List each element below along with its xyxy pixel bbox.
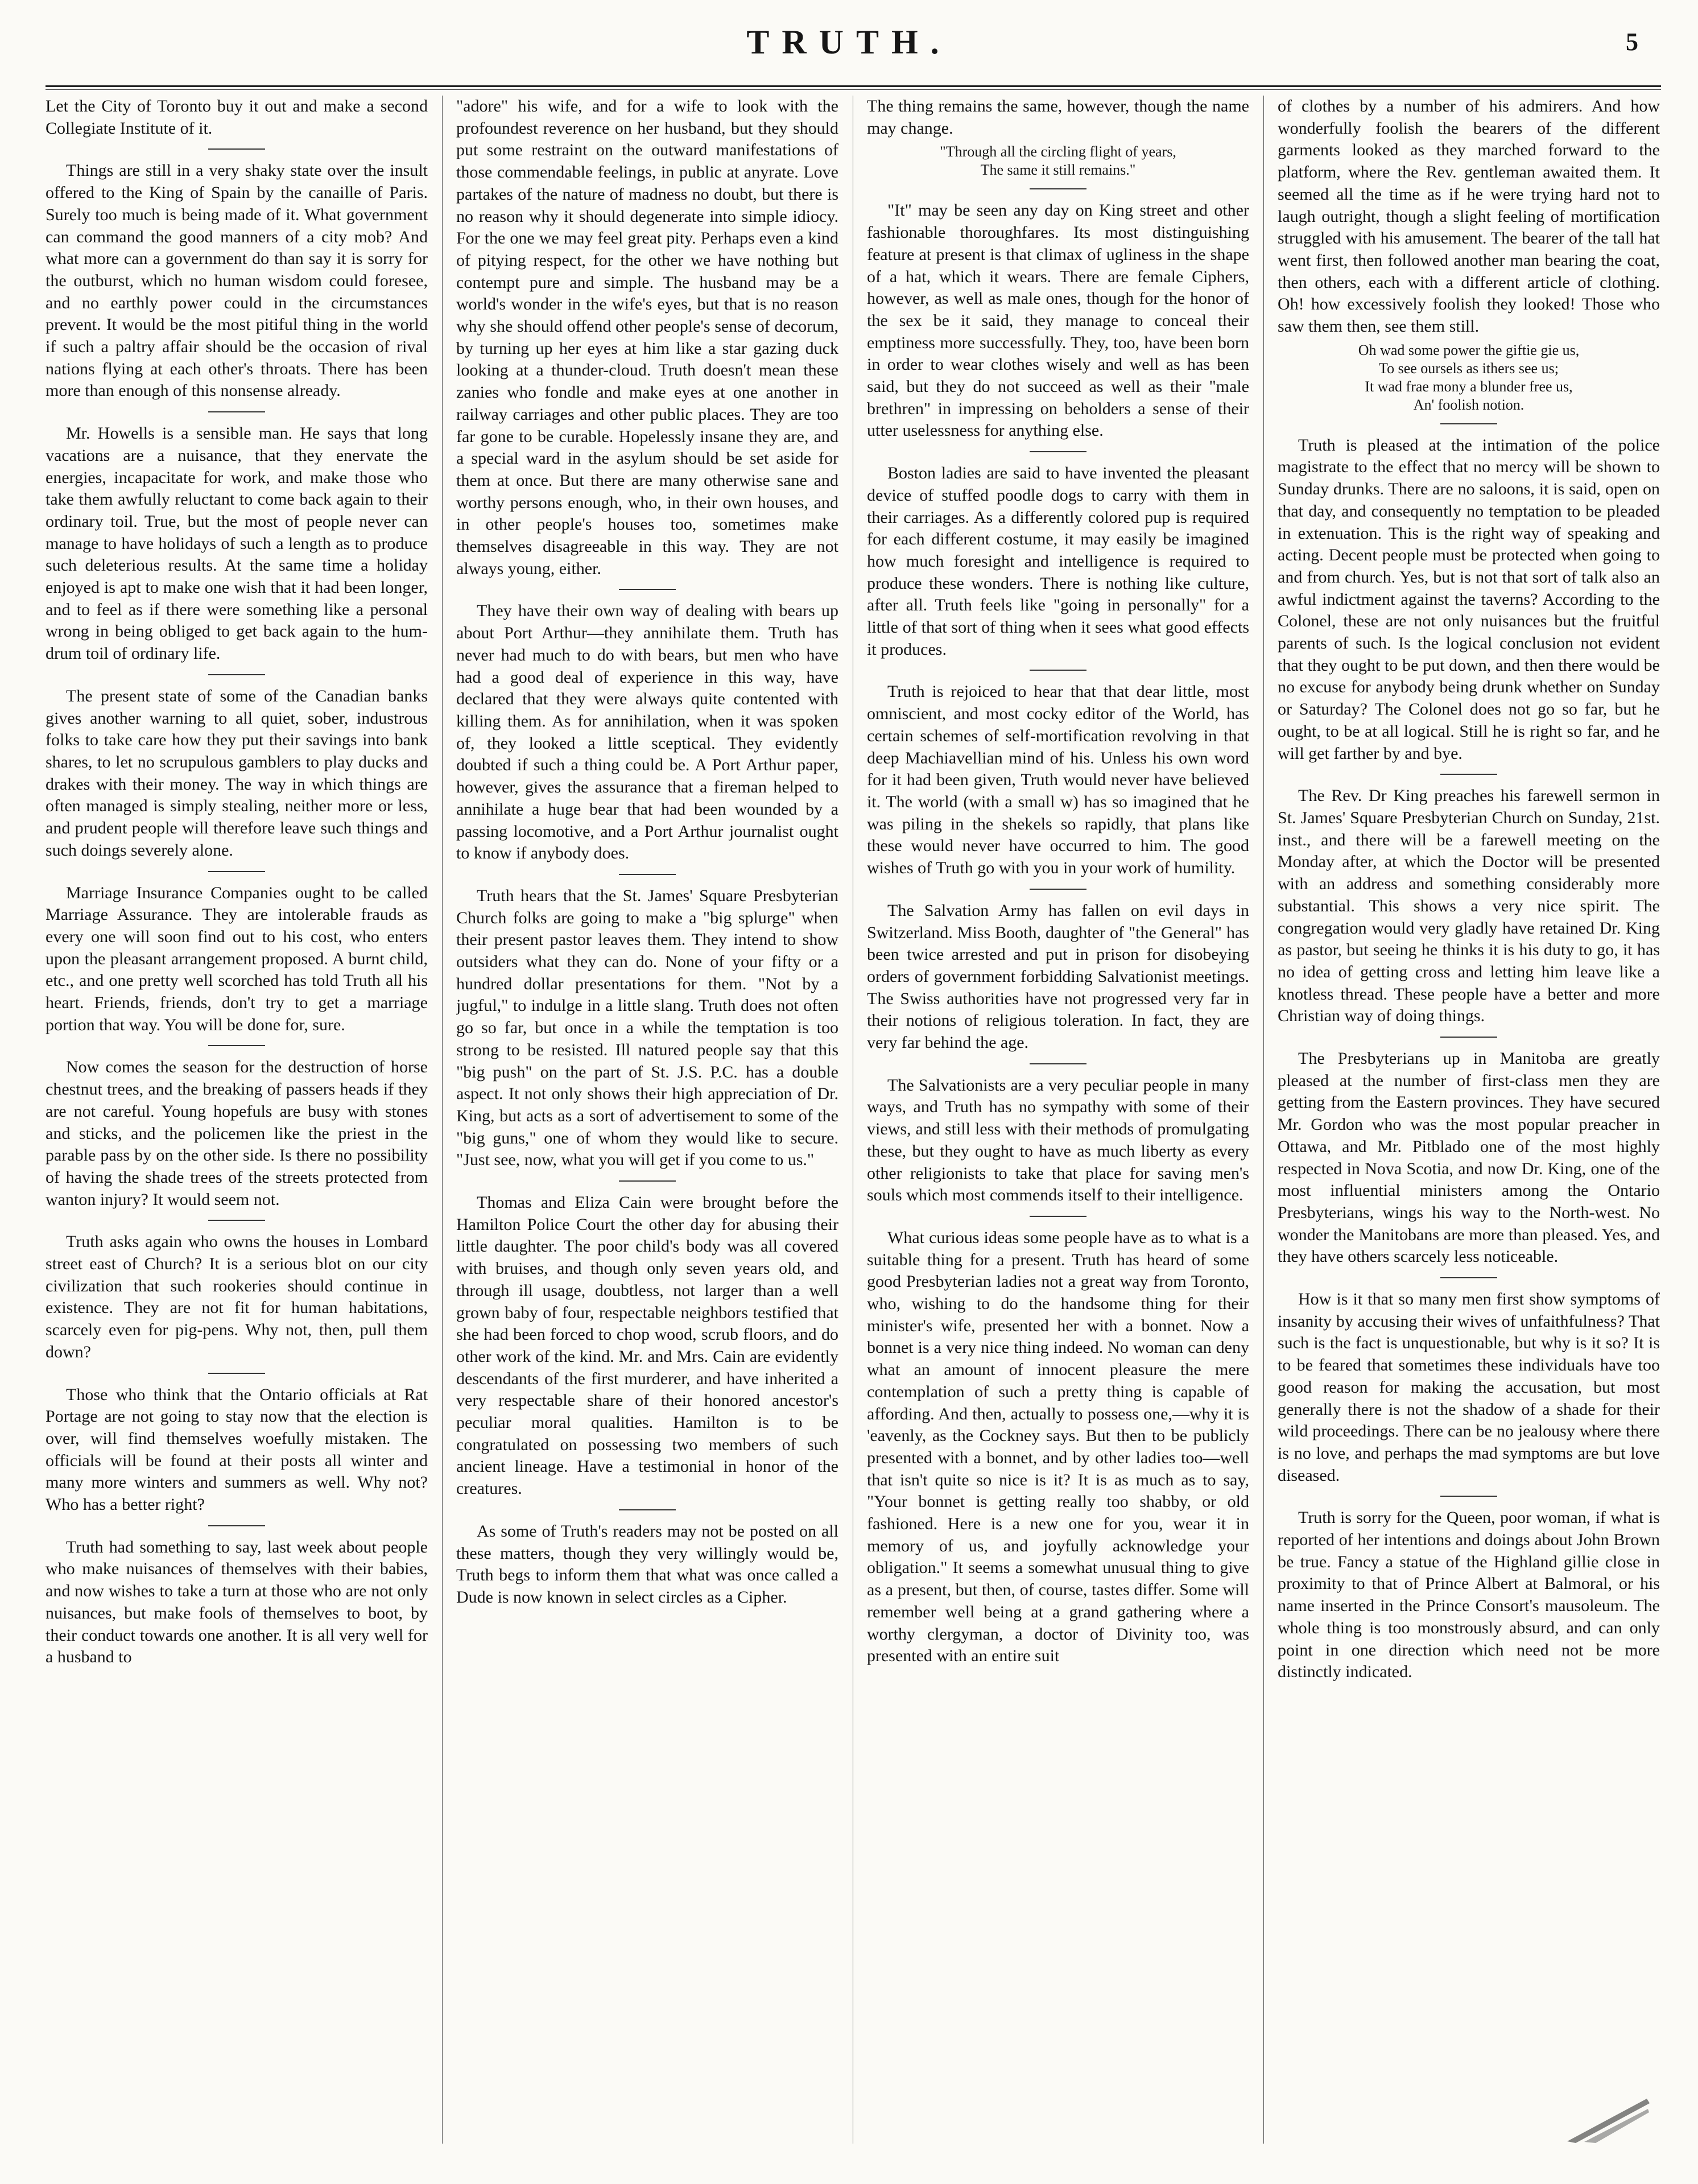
paragraph: Truth hears that the St. James' Square Presbyterian Church folks are going to make a "big splurge" when their present pastor leaves them. They intend to show outsiders what they can do. None of your fifty or a hundred dollar presentations for them. "Not by a jugful," to indulge in a little slang. Truth does not often go so far, but once in a while the temptation is too strong to be resisted. Ill natured people say that this "big push" on the part of St. J.S. P.C. has a double aspect. It not only shows their high appreciation of Dr. King, but acts as a sort of advertisement to some of the "big guns," one of whom they would like to secure. "Just see, now, what you will get if you come to us." [456, 886, 838, 1170]
item-separator [208, 1525, 265, 1526]
verse-quote [1278, 341, 1660, 414]
page-crease-mark [1561, 2093, 1652, 2144]
item-separator [619, 1180, 676, 1182]
item-separator [208, 1220, 265, 1221]
header-rule-thin [46, 89, 1661, 90]
paragraph: Truth is sorry for the Queen, poor woman, if what is reported of her intentions and doings about John Brown be true. Fancy a statue of the Highland gillie close in proximity to that of Prince Albert at Balmoral, or his name inserted in the Prince Consort's mausoleum. The whole thing is too monstrously absurd, and can only point in one direction which need not be more distinctly indicated. [1278, 1508, 1660, 1682]
paragraph: "adore" his wife, and for a wife to look with the profoundest reverence on her husband, but they should put some restraint on the outward manifestations of those commendable feelings, in public at anyrate. Love partakes of the nature of madness no doubt, but there is no reason why it should degenerate into simple idiocy. For the one we may feel great pity. Perhaps even a kind of pitying respect, for the other we have nothing but contempt pure and simple. The husband may be a world's wonder in the wife's eyes, but that is no reason why she should offend other people's sense of decorum, by turning up her eyes at him like a star gazing duck looking at a thunder-cloud. Truth doesn't mean these zanies who fondle and make eyes at one another in railway carriages and other public places. They are too far gone to be curable. Hopelessly insane they are, and a special ward in the asylum should be set aside for them at once. But there are many otherwise sane and worthy persons enough, who, in their own houses, and in other people's houses too, sometimes make themselves disagreeable in this way. They are not always young, either. [456, 97, 838, 578]
item-separator [1030, 1063, 1086, 1064]
paragraph: The Salvation Army has fallen on evil days in Switzerland. Miss Booth, daughter of "the General" has been twice arrested and put in prison for disobeying orders of government forbidding Salvationist meetings. The Swiss authorities have not progressed very far in their notions of religious toleration. In fact, they are very far behind the age. [867, 901, 1249, 1052]
paragraph: Now comes the season for the destruction of horse chestnut trees, and the breaking of passers heads if they are not careful. Young hopefuls are busy with stones and sticks, and the policemen like the priest in the parable pass by on the other side. Is there no possibility of having the shade trees of the streets protected from wanton injury? It would seem not. [46, 1058, 428, 1209]
page-number: 5 [1626, 28, 1638, 56]
item-separator [619, 874, 676, 875]
item-separator [1030, 670, 1086, 671]
column-2 [456, 96, 838, 2144]
item-separator [208, 1373, 265, 1374]
item-separator [208, 148, 265, 150]
column-divider [442, 96, 443, 2144]
item-separator [208, 1045, 265, 1046]
item-separator [208, 871, 265, 872]
item-separator [1030, 1216, 1086, 1217]
verse-line: An' foolish notion. [1413, 396, 1525, 413]
paragraph: Things are still in a very shaky state over the insult offered to the King of Spain by the canaille of Paris. Surely too much is being made of it. What government can command the good manners of a city mob? And what more can a government do than say it is sorry for the outburst, which no human wisdom could foresee, and no earthly power could in the circumstances prevent. It would be the most pitiful thing in the world if such a paltry affair should be the occasion of rival nations flying at each other's throats. There has been more than enough of this nonsense already. [46, 161, 428, 401]
verse-line: "Through all the circling flight of years, [940, 143, 1176, 160]
paragraph: Truth is pleased at the intimation of the police magistrate to the effect that no mercy will be shown to Sunday drunks. There are no saloons, it is said, open on that day, and consequently no temptation to be pleaded in extenuation. This is the right way of speaking and acting. Decent people must be protected when going to and from church. Yes, but is not that sort of talk also an awful indictment against the taverns? According to the Colonel, these are not only nuisances but the fruitful parents of such. Is the logical conclusion not evident that they ought to be put down, and then there would be no excuse for anybody being drunk whether on Sunday or Saturday? The Colonel does not go so far, but he ought, to be at all logical. Still he is right so far, and he will get farther by and bye. [1278, 435, 1660, 763]
item-separator [1030, 451, 1086, 452]
item-separator [1440, 1496, 1497, 1497]
paragraph: Thomas and Eliza Cain were brought before the Hamilton Police Court the other day for abusing their little daughter. The poor child's body was all covered with bruises, and though only seven years old, and through ill usage, doubtless, not larger than a well grown baby of four, respectable neighbors testified that she had been forced to chop wood, scrub floors, and do other work of the kind. Mr. and Mrs. Cain are evidently descendants of the first murderer, and have inherited a very respectable share of their honored ancestor's peculiar moral qualities. Hamilton is to be congratulated on possessing two members of such ancient lineage. Have a testimonial in honor of the creatures. [456, 1193, 838, 1498]
item-separator [619, 589, 676, 590]
columns-area [46, 96, 1661, 2155]
paragraph: Those who think that the Ontario officials at Rat Portage are not going to stay now that the election is over, will find themselves woefully mistaken. The officials will be found at their posts all winter and many more winters and summers as well. Why not? Who has a better right? [46, 1385, 428, 1514]
paragraph: The Presbyterians up in Manitoba are greatly pleased at the number of first-class men they are getting from the Eastern provinces. They have secured Mr. Gordon who was the most popular preacher in Ottawa, and Mr. Pitblado one of the most highly respected in Nova Scotia, and now Dr. King, one of the most influential ministers among the Ontario Presbyterians, wings his way to the North-west. No wonder the Manitobans are more than pleased. Yes, and they have others scarcely less noticeable. [1278, 1049, 1660, 1266]
item-separator [1030, 889, 1086, 890]
paragraph: Truth asks again who owns the houses in Lombard street east of Church? It is a serious blot on our city civilization that such rookeries should continue in existence. They are not fit for human habitations, scarcely even for pig-pens. Why not, then, pull them down? [46, 1232, 428, 1361]
paragraph: The thing remains the same, however, though the name may change. [867, 97, 1249, 138]
column-3 [867, 96, 1249, 2144]
column-divider [1263, 96, 1264, 2144]
paragraph: of clothes by a number of his admirers. And how wonderfully foolish the bearers of the different garments looked as they marched forward to the platform, where the Rev. gentleman awaited them. It seemed all the time as if he were trying hard not to laugh outright, though a slight feeling of mortification struggled with his amusement. The bearer of the tall hat went first, then followed another man bearing the coat, then others, each with a different article of clothing. Oh! how excessively foolish they looked! Those who saw them then, see them still. [1278, 97, 1660, 336]
paragraph: What curious ideas some people have as to what is a suitable thing for a present. Truth has heard of some good Presbyterian ladies not a great way from Toronto, who, wishing to do the handsome thing for their minister's wife, presented her with a bonnet. Now a bonnet is a very nice thing indeed. No woman can deny what an amount of innocent pleasure the mere contemplation of such a pretty thing is capable of affording. And then, actually to possess one,—why it is 'eavenly, as the Cockney says. But then to be publicly presented with a bonnet, and by other ladies too—well that isn't quite so nice is it? It is as much as to say, "Your bonnet is getting really too shabby, or old fashioned. Here is a new one for you, wear it in memory of us, and joyfully acknowledge your obligation." It seems a somewhat unusual thing to give as a present, but then, of course, tastes differ. Some will remember well being at a grand gathering where a worthy clergyman, a doctor of Divinity too, was presented with an entire suit [867, 1228, 1249, 1666]
paragraph: The Rev. Dr King preaches his farewell sermon in St. James' Square Presbyterian Church on Sunday, 21st. inst., and there will be a farewell meeting on the Monday after, at which the Doctor will be presented with an address and something considerably more substantial. This shows a very nice spirit. The congregation would very gladly have retained Dr. King as pastor, but seeing he thinks it is his duty to go, it has no idea of getting cross and letting him leave like a knotless thread. These people have a better and more Christian way of doing things. [1278, 786, 1660, 1026]
item-separator [1440, 1277, 1497, 1278]
paragraph: How is it that so many men first show symptoms of insanity by accusing their wives of unfaithfulness? That such is the fact is unquestionable, but why is it so? It is to be feared that sometimes these individuals have too good reason for making the accusation, but most generally there is not the shadow of a shade for their wild proceedings. There can be no jealousy where there is no love, and perhaps the mad symptoms are but love diseased. [1278, 1290, 1660, 1485]
verse-line: It wad frae mony a blunder free us, [1365, 378, 1573, 395]
item-separator [1030, 188, 1086, 189]
paragraph: Truth had something to say, last week about people who make nuisances of themselves with their babies, and now wishes to take a turn at those who are not only nuisances, but make fools of themselves to boot, by their conduct towards one another. It is all very well for a husband to [46, 1537, 428, 1667]
item-separator [208, 411, 265, 412]
paragraph: Marriage Insurance Companies ought to be called Marriage Assurance. They are intolerable frauds as every one will soon find out to his cost, who enters upon the pleasant arrangement proposed. A burnt child, etc., and one pretty well scorched has told Truth all his heart. Friends, friends, don't try to get a marriage portion that way. You will be done for, sure. [46, 883, 428, 1034]
paragraph: The present state of some of the Canadian banks gives another warning to all quiet, sober, industrous folks to take care how they put their savings into bank shares, to let no scrupulous gamblers to play ducks and drakes with their money. The way in which things are often managed is simply stealing, neither more or less, and prudent people will therefore leave such things and such doings severely alone. [46, 686, 428, 860]
paragraph: Truth is rejoiced to hear that that dear little, most omniscient, and most cocky editor of the World, has certain schemes of self-mortification revolving in that deep Machiavellian mind of his. Unless his own word for it had been given, Truth would never have believed it. The world (with a small w) has so imagined that he was piling in the shekels so rapidly, that plans like these would never have occurred to him. The good wishes of Truth go with you in your work of humility. [867, 682, 1249, 878]
verse-line: To see oursels as ithers see us; [1379, 360, 1559, 377]
item-separator [208, 674, 265, 675]
item-separator [619, 1509, 676, 1510]
masthead [0, 23, 1698, 85]
item-separator [1440, 423, 1497, 424]
paragraph: Mr. Howells is a sensible man. He says that long vacations are a nuisance, that they enervate the energies, incapacitate for work, and make those who take them awfully reluctant to come back again to their ordinary toil. True, but the most of people never can manage to have holidays of such a length as to produce such deleterious results. At the same time a holiday enjoyed is apt to make one wish that it had been longer, and to feel as if there were something like a personal wrong in being obliged to get back again to the hum-drum toil of ordinary life. [46, 424, 428, 663]
paragraph: As some of Truth's readers may not be posted on all these matters, though they very willingly would be, Truth begs to inform them that what was once called a Dude is now known in select circles as a Cipher. [456, 1521, 838, 1607]
item-separator [1440, 774, 1497, 775]
verse-line: The same it still remains." [980, 162, 1136, 179]
paragraph: They have their own way of dealing with bears up about Port Arthur—they annihilate them. Truth has never had much to do with bears, but men who have had a good deal of experience in this way, have declared that they were always quite contented with killing them. As for annihilation, when it was spoken of, they looked a little sceptical. They evidently doubted if such a thing could be. A Port Arthur paper, however, gives the assurance that a fireman helped to annihilate a huge bear that had been wounded by a passing locomotive, and a Port Arthur journalist ought to know if anybody does. [456, 601, 838, 863]
page-title: TRUTH. [746, 23, 952, 61]
paragraph: Boston ladies are said to have invented the pleasant device of stuffed poodle dogs to carry with them in their carriages. As a differently colored pup is required for each different costume, it may easily be imagined how much foresight and intelligence is required to produce these wonders. There is nothing like culture, after all. Truth feels like "going in personally" for a little of that sort of thing when it sees what good effects it produces. [867, 464, 1249, 659]
verse-line: Oh wad some power the giftie gie us, [1358, 341, 1580, 358]
item-separator [1440, 1037, 1497, 1038]
header-rule [46, 85, 1661, 87]
paragraph: The Salvationists are a very peculiar people in many ways, and Truth has no sympathy with some of their views, and still less with their methods of promulgating these, but they ought to have as much liberty as every other religionists to take that place for saving men's souls which most commends itself to their intelligence. [867, 1075, 1249, 1205]
verse-quote [867, 143, 1249, 179]
paragraph: "It" may be seen any day on King street and other fashionable thoroughfares. Its most distinguishing feature at present is that climax of ugliness in the shape of a hat, which it wears. There are female Ciphers, however, as well as male ones, though for the honor of the sex be it said, they manage to conceal their emptiness more successfully. They, too, have been born in order to wear clothes wisely and well as has been said, but they do not succeed as well as their "male brethren" in impressing on beholders a sense of their utter uselessness for anything else. [867, 201, 1249, 440]
paragraph: Let the City of Toronto buy it out and make a second Collegiate Institute of it. [46, 97, 428, 138]
column-1 [46, 96, 428, 2144]
column-4 [1278, 96, 1660, 2144]
